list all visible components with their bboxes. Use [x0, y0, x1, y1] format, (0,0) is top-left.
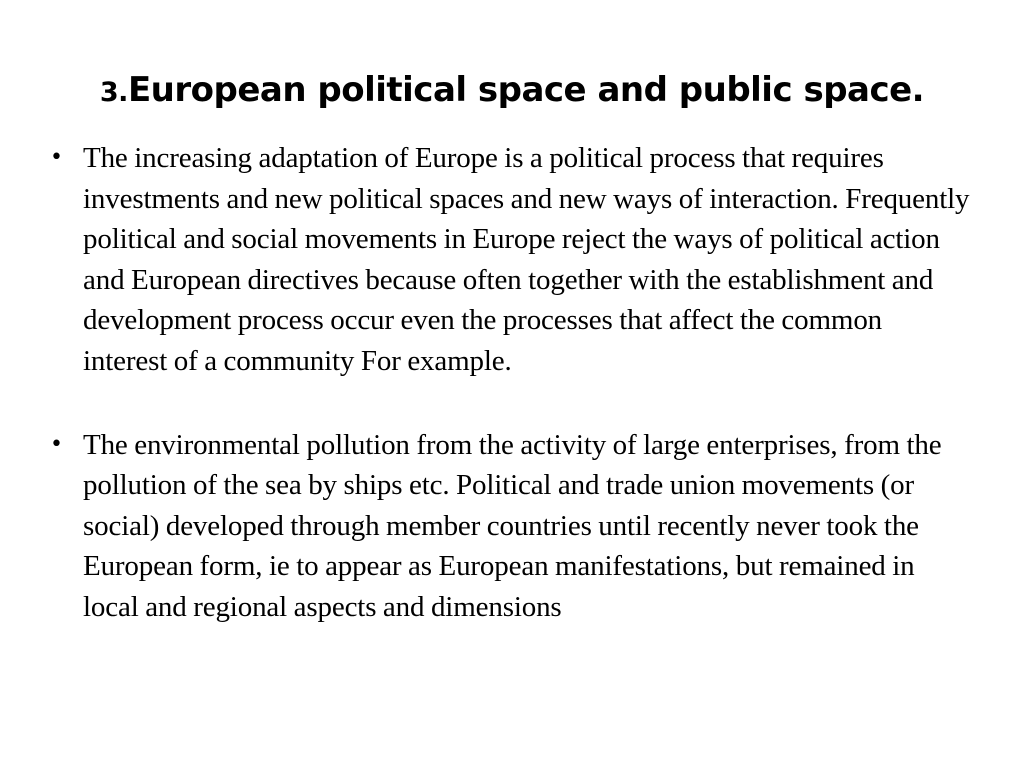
slide-title: [0, 60, 1024, 123]
bullet-item: [50, 138, 970, 382]
bullet-text: The increasing adaptation of Europe is a political process that requires investments and new political spaces and new ways of interaction. Frequently political and social movements in Europe reject the ways of political action and European directives because often together with the establishment and development process occur even the processes that affect the common interest of a community For example.: [83, 142, 970, 377]
bullet-list: [50, 138, 970, 628]
bullet-marker: •: [50, 145, 63, 170]
slide-title-number: 3.: [99, 77, 128, 108]
slide-title-text: European political space and public space.: [127, 70, 925, 110]
bullet-text: The environmental pollution from the activity of large enterprises, from the pollution of the sea by ships etc. Political and trade union movements (or social) developed through member countries until recently never took the European form, ie to appear as European manifestations, but remained in local and regional aspects and dimensions: [83, 428, 942, 623]
bullet-marker: •: [50, 431, 63, 457]
bullet-item: [50, 425, 970, 628]
